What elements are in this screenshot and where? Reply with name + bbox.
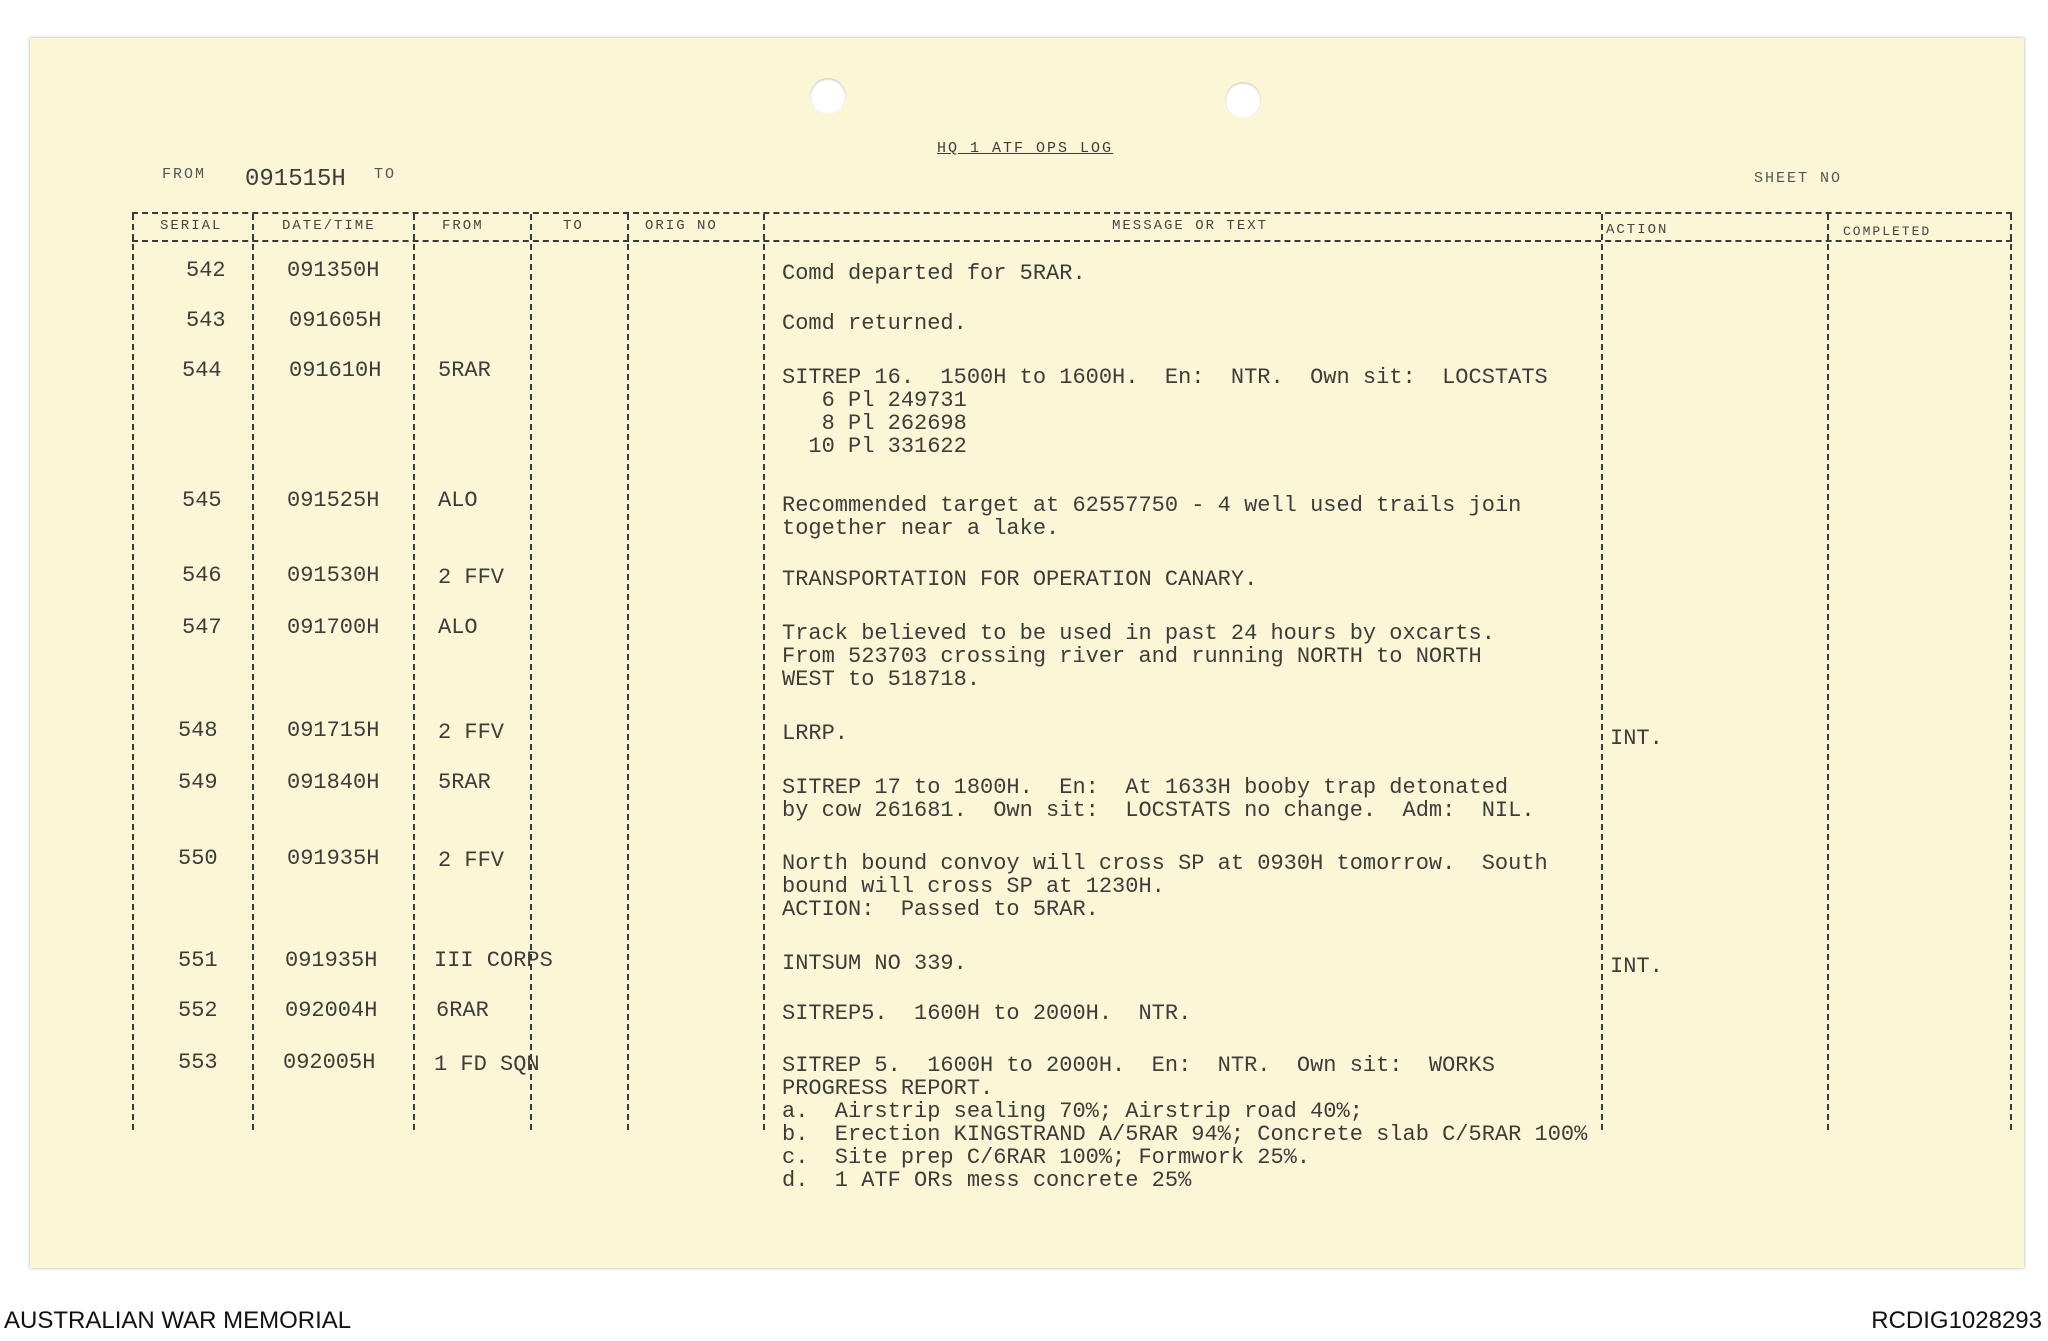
col-header-serial: SERIAL [160,218,223,234]
col-header-completed: COMPLETED [1843,224,1932,239]
row-serial: 551 [178,948,218,973]
row-action: INT. [1610,954,1663,979]
punch-hole-left [810,78,846,114]
log-title: HQ 1 ATF OPS LOG [937,140,1114,157]
col-divider [252,214,254,1130]
col-divider [1827,214,1829,1130]
row-message: LRRP. [782,721,849,746]
to-label: TO [374,166,397,183]
row-serial: 553 [178,1050,218,1075]
row-datetime: 091530H [287,563,380,588]
row-message: SITREP5. 1600H to 2000H. NTR. [782,1001,1192,1026]
row-message: SITREP 5. 1600H to 2000H. En: NTR. Own sit: WORKS PROGRESS REPORT. a. Airstrip sealing 70%; Airstrip road 40%; b. Erection KINGSTRAND A/5RAR 94%; Concrete slab C/5RAR 100% c. Site prep C/6RAR 100%; Formwork 25%. d. 1 ATF ORs mess concrete 25% [782,1053,1588,1193]
row-serial: 543 [186,308,226,333]
col-divider [132,214,134,1130]
row-message: TRANSPORTATION FOR OPERATION CANARY. [782,567,1258,592]
sheet-no-label: SHEET NO [1754,170,1843,187]
row-action: INT. [1610,726,1663,751]
row-serial: 544 [182,358,222,383]
row-message: SITREP 17 to 1800H. En: At 1633H booby trap detonated by cow 261681. Own sit: LOCSTATS no change. Adm: NIL. [782,775,1535,823]
footer-source: AUSTRALIAN WAR MEMORIAL [4,1307,352,1334]
row-from: ALO [438,615,478,640]
col-header-action: ACTION [1606,222,1669,238]
row-datetime: 091840H [287,770,380,795]
row-serial: 545 [182,488,222,513]
col-header-orig-no: ORIG NO [645,218,718,234]
row-from: 2 FFV [438,565,505,590]
row-serial: 548 [178,718,218,743]
row-message: Comd returned. [782,311,967,336]
row-message: North bound convoy will cross SP at 0930H tomorrow. South bound will cross SP at 1230H. ACTION: Passed to 5RAR. [782,851,1548,922]
from-label: FROM [162,166,207,183]
row-message: Recommended target at 62557750 - 4 well used trails join together near a lake. [782,493,1522,541]
row-message: SITREP 16. 1500H to 1600H. En: NTR. Own sit: LOCSTATS 6 Pl 249731 8 Pl 262698 10 Pl 331622 [782,365,1548,459]
row-datetime: 091935H [285,948,378,973]
row-serial: 547 [182,615,222,640]
col-divider [763,214,765,1130]
row-serial: 550 [178,846,218,871]
row-datetime: 091935H [287,846,380,871]
row-from: 2 FFV [438,848,505,873]
row-message: Track believed to be used in past 24 hours by oxcarts. From 523703 crossing river and running NORTH to NORTH WEST to 518718. [782,621,1495,692]
row-serial: 542 [186,258,226,283]
col-divider [2010,214,2012,1130]
row-datetime: 091605H [289,308,382,333]
row-message: Comd departed for 5RAR. [782,261,1086,286]
row-datetime: 091715H [287,718,380,743]
row-datetime: 092005H [283,1050,376,1075]
col-divider [413,214,415,1130]
row-from: 5RAR [438,770,491,795]
row-datetime: 091350H [287,258,380,283]
row-from: 5RAR [438,358,491,383]
row-datetime: 091700H [287,615,380,640]
punch-hole-right [1225,82,1261,118]
row-from: ALO [438,488,478,513]
col-header-datetime: DATE/TIME [282,218,376,234]
row-serial: 552 [178,998,218,1023]
col-divider [627,214,629,1130]
row-from: 1 FD SQN [434,1052,540,1077]
row-from: III CORPS [434,948,553,973]
row-message: INTSUM NO 339. [782,951,967,976]
col-header-message: MESSAGE OR TEXT [1112,218,1269,234]
col-header-from: FROM [442,218,484,234]
row-serial: 549 [178,770,218,795]
col-divider [1601,214,1603,1130]
col-divider [530,214,532,1130]
row-from: 6RAR [436,998,489,1023]
col-header-to: TO [563,218,584,234]
footer-id: RCDIG1028293 [1871,1307,2042,1334]
row-from: 2 FFV [438,720,505,745]
row-serial: 546 [182,563,222,588]
from-value: 091515H [245,166,346,193]
row-datetime: 092004H [285,998,378,1023]
row-datetime: 091525H [287,488,380,513]
row-datetime: 091610H [289,358,382,383]
